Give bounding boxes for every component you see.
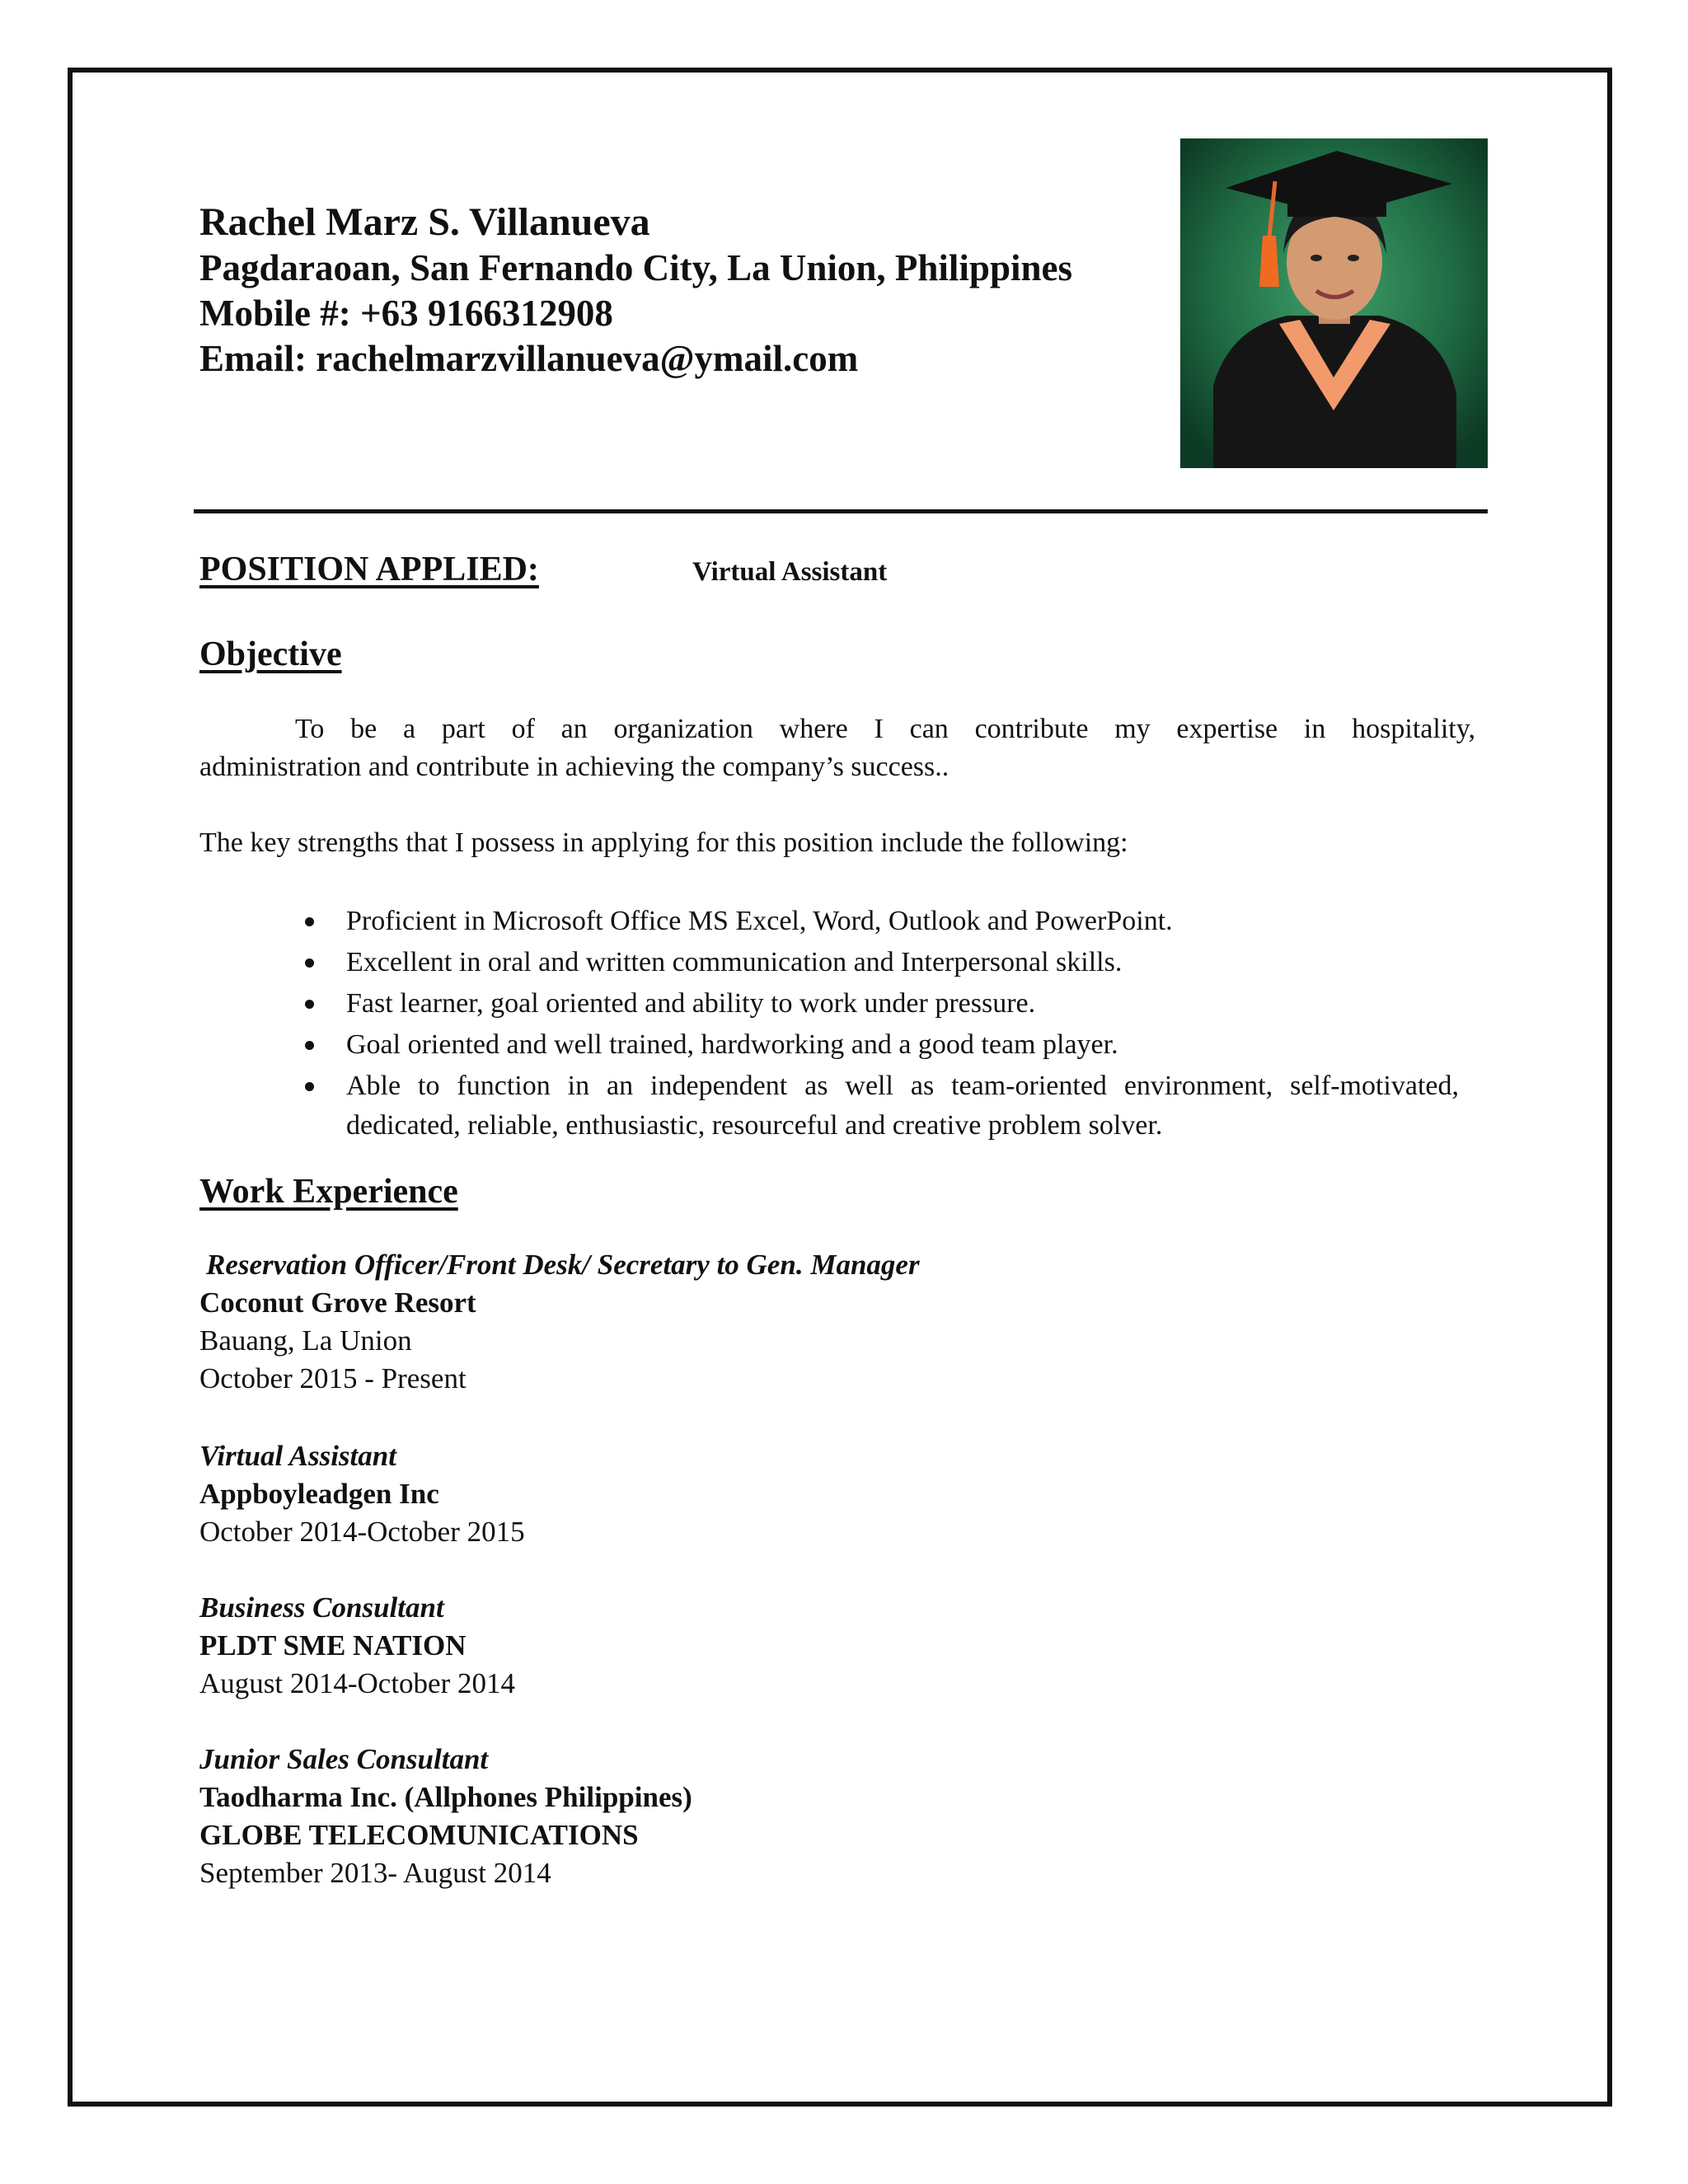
job-company: Taodharma Inc. (Allphones Philippines) bbox=[199, 1781, 692, 1813]
job-company: Appboyleadgen Inc bbox=[199, 1478, 439, 1510]
job-dates: October 2014-October 2015 bbox=[199, 1516, 525, 1548]
graduation-photo bbox=[1180, 138, 1488, 468]
job-company-secondary: GLOBE TELECOMUNICATIONS bbox=[199, 1819, 639, 1851]
position-applied-value: Virtual Assistant bbox=[692, 557, 888, 587]
list-item: Excellent in oral and written communication and Interpersonal skills. bbox=[297, 943, 1459, 982]
job-company: Coconut Grove Resort bbox=[199, 1286, 476, 1319]
bullet-icon bbox=[305, 917, 314, 926]
job-title: Reservation Officer/Front Desk/ Secretary to Gen. Manager bbox=[206, 1249, 920, 1281]
applicant-name: Rachel Marz S. Villanueva bbox=[199, 200, 650, 244]
list-item: Fast learner, goal oriented and ability to work under pressure. bbox=[297, 984, 1459, 1024]
list-item: Goal oriented and well trained, hardworking and a good team player. bbox=[297, 1025, 1459, 1065]
strengths-intro: The key strengths that I possess in applying for this position include the following: bbox=[199, 827, 1128, 858]
bullet-icon bbox=[305, 1082, 314, 1091]
job-dates: October 2015 - Present bbox=[199, 1362, 467, 1394]
strengths-list bbox=[297, 902, 1459, 1147]
work-experience-heading: Work Experience bbox=[199, 1173, 458, 1211]
objective-heading: Objective bbox=[199, 635, 342, 673]
list-item: Able to function in an independent as well as team-oriented environment, self-motivated, dedicated, reliable, enthusiastic, resourceful and creative problem solver. bbox=[297, 1066, 1459, 1146]
job-entry bbox=[206, 1246, 920, 1284]
objective-line-2: administration and contribute in achieving the company’s success.. bbox=[199, 752, 950, 782]
job-title: Virtual Assistant bbox=[199, 1440, 396, 1472]
job-entry-details bbox=[199, 1284, 476, 1398]
objective-line-1: To be a part of an organization where I can contribute my expertise in hospitality, bbox=[295, 714, 1475, 744]
header-divider bbox=[194, 509, 1488, 513]
mobile-number: Mobile #: +63 9166312908 bbox=[199, 293, 613, 334]
bullet-icon bbox=[305, 958, 314, 968]
job-entry bbox=[199, 1437, 525, 1551]
position-applied-label: POSITION APPLIED: bbox=[199, 551, 539, 588]
bullet-icon bbox=[305, 1000, 314, 1009]
job-entry bbox=[199, 1741, 692, 1892]
list-item: Proficient in Microsoft Office MS Excel, Word, Outlook and PowerPoint. bbox=[297, 902, 1459, 941]
portrait-image bbox=[1180, 138, 1488, 468]
bullet-icon bbox=[305, 1041, 314, 1050]
job-title: Business Consultant bbox=[199, 1591, 444, 1624]
job-company: PLDT SME NATION bbox=[199, 1629, 467, 1661]
job-dates: August 2014-October 2014 bbox=[199, 1667, 516, 1699]
address: Pagdaraoan, San Fernando City, La Union, Philippines bbox=[199, 247, 1072, 288]
job-dates: September 2013- August 2014 bbox=[199, 1857, 551, 1889]
job-entry bbox=[199, 1589, 515, 1703]
email-address: Email: rachelmarzvillanueva@ymail.com bbox=[199, 338, 859, 379]
job-title: Junior Sales Consultant bbox=[199, 1743, 489, 1775]
job-location: Bauang, La Union bbox=[199, 1324, 412, 1357]
